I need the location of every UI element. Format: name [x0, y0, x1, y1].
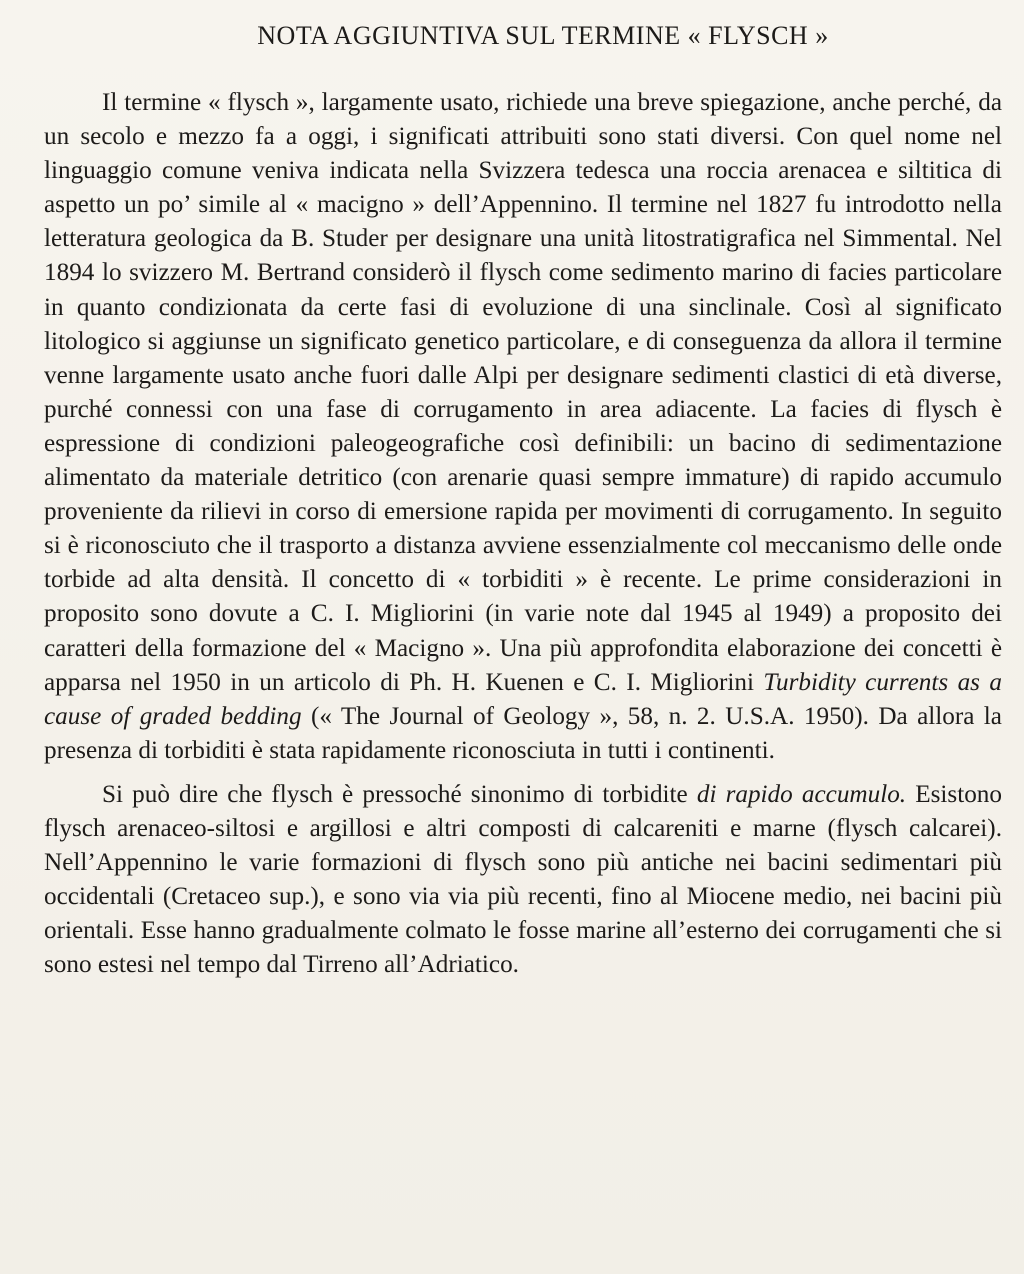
- paragraph-2-text-end: Esistono flysch arenaceo-siltosi e argillosi e altri composti di calcareniti e marne (flysch calcarei). Nell’Appennino le varie formazioni di flysch sono più antiche nei bacini sedimentari più occidentali (Cretaceo sup.), e sono via via più recenti, fino al Miocene medio, nei bacini più orientali. Esse hanno gradualmente colmato le fosse marine all’esterno dei corrugamenti che si sono estesi nel tempo dal Tirreno all’Adriatico.: [44, 780, 1002, 979]
- page-title: NOTA AGGIUNTIVA SUL TERMINE « FLYSCH »: [257, 21, 829, 50]
- paragraph-1-text: Il termine « flysch », largamente usato, richiede una breve spiegazione, anche perché, da un secolo e mezzo fa a oggi, i significati attribuiti sono stati diversi. Con quel nome nel linguaggio comune veniva indicata nella Svizzera tedesca una roccia arenacea e siltitica di aspetto un po’ simile al « macigno » dell’Appennino. Il termine nel 1827 fu introdotto nella letteratura geologica da B. Studer per designare una unità litostratigrafica nel Simmental. Nel 1894 lo svizzero M. Bertrand considerò il flysch come sedimento marino di facies particolare in quanto condizionata da certe fasi di evoluzione di una sinclinale. Così al significato litologico si aggiunse un significato genetico particolare, e di conseguenza da allora il termine venne largamente usato anche fuori dalle Alpi per designare sedimenti clastici di età diverse, purché connessi con una fase di corrugamento in area adiacente. La facies di flysch è espressione di condizioni paleogeografiche così definibili: un bacino di sedimentazione alimentato da materiale detritico (con arenarie quasi sempre immature) di rapido accumulo proveniente da rilievi in corso di emersione rapida per movimenti di corrugamento. In seguito si è riconosciuto che il trasporto a distanza avviene essenzialmente col meccanismo delle onde torbide ad alta densità. Il concetto di « torbiditi » è recente. Le prime considerazioni in proposito sono dovute a C. I. Migliorini (in varie note dal 1945 al 1949) a proposito dei caratteri della formazione del « Macigno ». Una più approfondita elaborazione dei concetti è apparsa nel 1950 in un articolo di Ph. H. Kuenen e C. I. Migliorini: [44, 89, 1002, 696]
- paragraph-1-text-end: (« The Journal of Geology », 58, n. 2. U.S.A. 1950). Da allora la presenza di torbiditi è stata rapidamente riconosciuta in tutti i continenti.: [44, 702, 1002, 764]
- paragraph-2: [44, 778, 1002, 983]
- paragraph-2-italic-phrase: di rapido accumulo.: [696, 780, 907, 808]
- paragraph-2-text: Si può dire che flysch è pressoché sinonimo di torbidite: [102, 780, 697, 808]
- paragraph-1-italic-title: Turbidity currents as a cause of graded bedding: [44, 668, 1002, 730]
- paragraph-1: [44, 86, 1002, 768]
